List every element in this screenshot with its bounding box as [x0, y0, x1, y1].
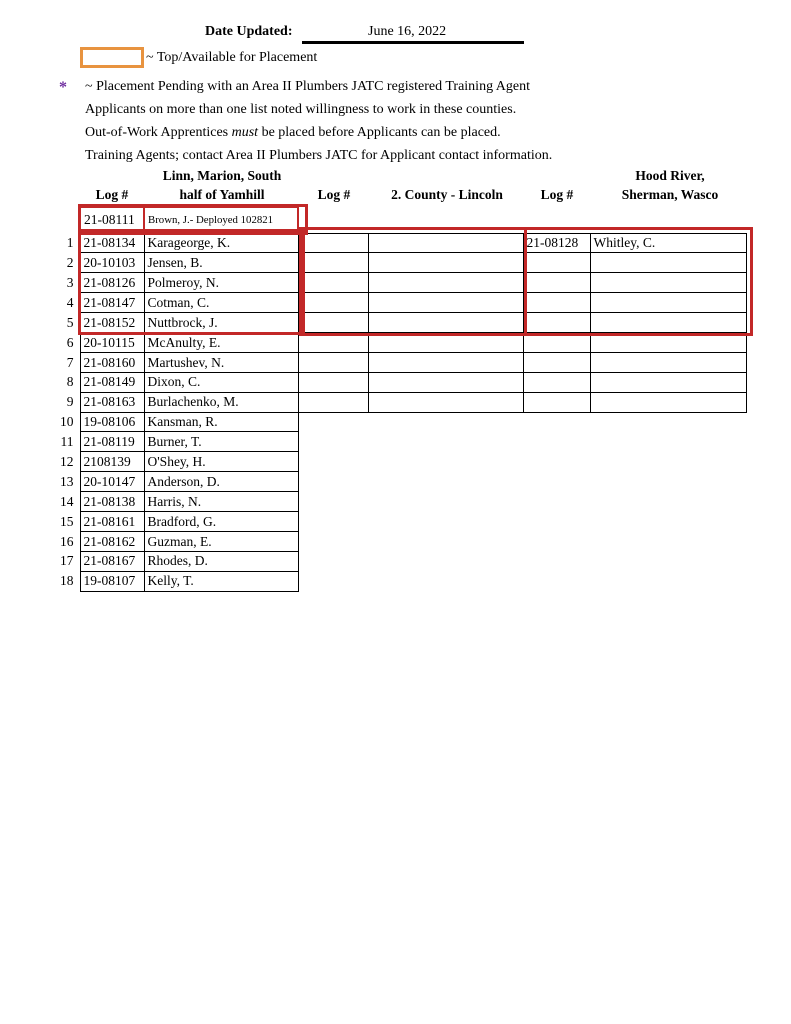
- name-cell: [590, 313, 746, 333]
- name-cell: [368, 392, 523, 412]
- log-cell: [523, 273, 590, 293]
- log-cell: 20-10115: [80, 332, 144, 352]
- roster-row: [50, 531, 746, 551]
- name-cell: [590, 392, 746, 412]
- note-apprentices-pre: Out-of-Work Apprentices: [85, 125, 232, 140]
- name-cell: [590, 253, 746, 273]
- row-number: 4: [66, 294, 74, 310]
- log-cell: 21-08111: [80, 207, 144, 233]
- row-number: 2: [66, 255, 74, 271]
- log-cell: [298, 352, 368, 372]
- date-updated-label: Date Updated:: [205, 24, 293, 39]
- log-cell: 20-10147: [80, 472, 144, 492]
- header-log3: Log #: [540, 187, 574, 202]
- row-number: 8: [66, 374, 74, 390]
- note-apprentices: [85, 125, 501, 141]
- row-number: 9: [66, 394, 74, 410]
- name-cell: O'Shey, H.: [144, 452, 298, 472]
- name-cell: Brown, J.- Deployed 102821: [144, 207, 298, 233]
- roster-row: [50, 492, 746, 512]
- row-number: 18: [60, 573, 74, 589]
- name-cell: Anderson, D.: [144, 472, 298, 492]
- log-cell: 19-08106: [80, 412, 144, 432]
- name-cell: [590, 293, 746, 313]
- name-cell: Martushev, N.: [144, 352, 298, 372]
- log-cell: [298, 372, 368, 392]
- roster-row: [50, 352, 746, 372]
- name-cell: Whitley, C.: [590, 233, 746, 253]
- header-region-hood-line2: Sherman, Wasco: [621, 187, 719, 202]
- row-number: 13: [60, 473, 74, 489]
- name-cell: [368, 332, 523, 352]
- row-number: 5: [66, 314, 74, 330]
- log-cell: [298, 293, 368, 313]
- log-cell: 2108139: [80, 452, 144, 472]
- row-number: 11: [60, 434, 74, 450]
- name-cell: [590, 352, 746, 372]
- roster-row: [50, 233, 746, 253]
- header-region-lincoln: 2. County - Lincoln: [391, 187, 503, 202]
- name-cell: Nuttbrock, J.: [144, 313, 298, 333]
- name-cell: Rhodes, D.: [144, 551, 298, 571]
- log-cell: [523, 352, 590, 372]
- roster-row: [50, 293, 746, 313]
- row-number: 12: [60, 453, 74, 469]
- header-region-hood-line1: Hood River,: [635, 168, 705, 183]
- log-cell: [298, 392, 368, 412]
- name-cell: Kelly, T.: [144, 571, 298, 591]
- log-cell: 21-08160: [80, 352, 144, 372]
- top-available-highlight-box: [80, 47, 144, 68]
- roster-row: [50, 511, 746, 531]
- roster-row: [50, 313, 746, 333]
- deployed-row: [50, 207, 746, 233]
- header-region-linn-line2: half of Yamhill: [179, 187, 265, 202]
- log-cell: [523, 253, 590, 273]
- roster-row: [50, 452, 746, 472]
- roster-row: [50, 551, 746, 571]
- row-number: 1: [66, 235, 74, 251]
- note-apprentices-post: be placed before Applicants can be placed.: [258, 125, 501, 140]
- date-updated-value: June 16, 2022: [368, 24, 447, 39]
- log-cell: 19-08107: [80, 571, 144, 591]
- roster-row: [50, 253, 746, 273]
- log-cell: 21-08119: [80, 432, 144, 452]
- note-training: Training Agents; contact Area II Plumbers JATC for Applicant contact information.: [85, 148, 553, 163]
- roster-row: [50, 372, 746, 392]
- log-cell: [523, 372, 590, 392]
- note-multilist: Applicants on more than one list noted willingness to work in these counties.: [85, 102, 517, 117]
- log-cell: 21-08163: [80, 392, 144, 412]
- roster-table: [50, 206, 747, 592]
- name-cell: [368, 253, 523, 273]
- name-cell: Karageorge, K.: [144, 233, 298, 253]
- log-cell: 20-10103: [80, 253, 144, 273]
- note-apprentices-italic: must: [231, 125, 259, 140]
- name-cell: Burner, T.: [144, 432, 298, 452]
- name-cell: Polmeroy, N.: [144, 273, 298, 293]
- name-cell: [368, 233, 523, 253]
- name-cell: Bradford, G.: [144, 511, 298, 531]
- log-cell: [298, 332, 368, 352]
- name-cell: Kansman, R.: [144, 412, 298, 432]
- row-number: 16: [60, 533, 74, 549]
- row-number: 10: [60, 414, 74, 430]
- name-cell: [368, 372, 523, 392]
- log-cell: 21-08162: [80, 531, 144, 551]
- log-cell: 21-08138: [80, 492, 144, 512]
- name-cell: [368, 293, 523, 313]
- name-cell: [368, 313, 523, 333]
- pending-label: ~ Placement Pending with an Area II Plumbers JATC registered Training Agent: [85, 79, 531, 94]
- name-cell: [368, 273, 523, 293]
- row-number: 6: [66, 334, 74, 350]
- log-cell: [523, 392, 590, 412]
- header-region-linn-line1: Linn, Marion, South: [162, 168, 282, 183]
- row-number: 15: [60, 513, 74, 529]
- log-cell: 21-08134: [80, 233, 144, 253]
- log-cell: [298, 233, 368, 253]
- roster-row: [50, 332, 746, 352]
- pending-asterisk-marker: *: [59, 79, 67, 96]
- log-cell: 21-08149: [80, 372, 144, 392]
- name-cell: Dixon, C.: [144, 372, 298, 392]
- name-cell: Cotman, C.: [144, 293, 298, 313]
- row-number-cell: [50, 207, 80, 233]
- name-cell: Guzman, E.: [144, 531, 298, 551]
- roster-row: [50, 472, 746, 492]
- log-cell: 21-08128: [523, 233, 590, 253]
- roster-row: [50, 571, 746, 591]
- log-cell: 21-08161: [80, 511, 144, 531]
- log-cell: [298, 253, 368, 273]
- log-cell: 21-08147: [80, 293, 144, 313]
- roster-row: [50, 432, 746, 452]
- row-number: 7: [66, 354, 74, 370]
- top-available-label: ~ Top/Available for Placement: [146, 50, 318, 65]
- name-cell: Harris, N.: [144, 492, 298, 512]
- header-log2: Log #: [317, 187, 351, 202]
- name-cell: Burlachenko, M.: [144, 392, 298, 412]
- roster-row: [50, 412, 746, 432]
- row-number: 14: [60, 493, 74, 509]
- log-cell: [298, 313, 368, 333]
- roster-row: [50, 273, 746, 293]
- date-underline: [302, 41, 524, 44]
- name-cell: [590, 273, 746, 293]
- log-cell: [298, 273, 368, 293]
- log-cell: 21-08152: [80, 313, 144, 333]
- name-cell: [590, 372, 746, 392]
- row-number: 3: [66, 274, 74, 290]
- log-cell: [523, 332, 590, 352]
- name-cell: [368, 352, 523, 372]
- row-number: 17: [60, 553, 74, 569]
- name-cell: Jensen, B.: [144, 253, 298, 273]
- header-log1: Log #: [95, 187, 129, 202]
- roster-row: [50, 392, 746, 412]
- log-cell: 21-08126: [80, 273, 144, 293]
- log-cell: 21-08167: [80, 551, 144, 571]
- name-cell: McAnulty, E.: [144, 332, 298, 352]
- log-cell: [523, 293, 590, 313]
- roster-body: [50, 207, 746, 591]
- name-cell: [590, 332, 746, 352]
- log-cell: [523, 313, 590, 333]
